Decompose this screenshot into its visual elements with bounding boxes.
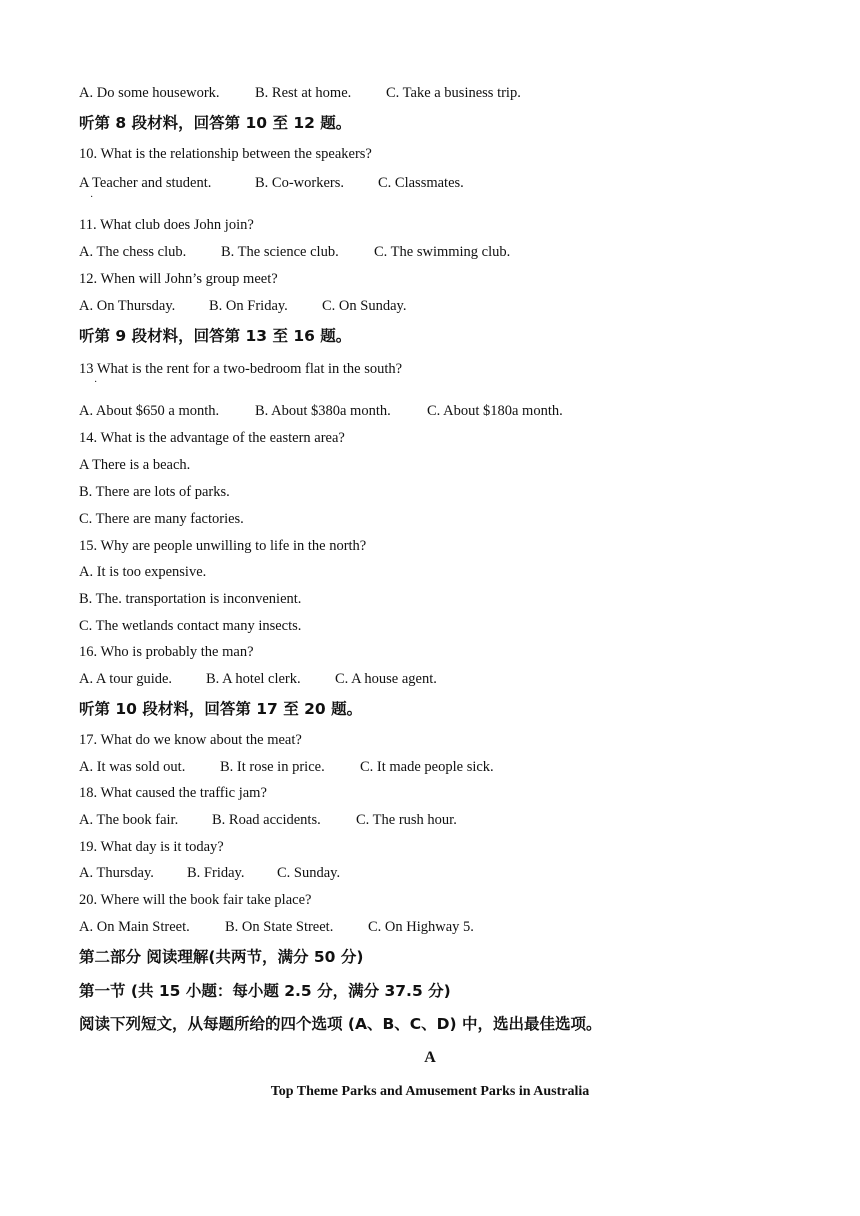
q19-option-b: B. Friday. — [187, 865, 245, 881]
q18-option-b: B. Road accidents. — [212, 812, 321, 828]
q18-option-a: A. The book fair. — [79, 812, 179, 828]
q14-question: 14. What is the advantage of the eastern area? — [79, 430, 345, 446]
q17-options — [79, 758, 494, 776]
q16-option-a: A. A tour guide. — [79, 671, 173, 687]
q17-option-b: B. It rose in price. — [220, 759, 325, 775]
q13-question: 13 What is the rent for a two-bedroom flat in the south? — [79, 361, 403, 377]
q19-options — [79, 864, 340, 882]
q12-option-a: A. On Thursday. — [79, 298, 176, 314]
section1-heading: 第一节 (共 15 小题：每小题 2.5 分，满分 37.5 分) — [79, 982, 451, 1000]
q20-option-b: B. On State Street. — [225, 919, 334, 935]
q16-option-c: C. A house agent. — [335, 671, 437, 687]
q14-option-a: A There is a beach. — [79, 457, 191, 473]
q12-question: 12. When will John’s group meet? — [79, 271, 278, 287]
q10-question: 10. What is the relationship between the speakers? — [79, 146, 372, 162]
q11-question: 11. What club does John join? — [79, 217, 254, 233]
q19-option-c: C. Sunday. — [277, 865, 341, 881]
q9-options — [79, 84, 521, 102]
q19-question: 19. What day is it today? — [79, 839, 224, 855]
q14-option-c: C. There are many factories. — [79, 511, 244, 527]
q12-option-b: B. On Friday. — [209, 298, 288, 314]
q15-option-a: A. It is too expensive. — [79, 564, 207, 580]
q10-option-c: C. Classmates. — [378, 175, 464, 191]
q12-options — [79, 297, 406, 315]
q11-option-c: C. The swimming club. — [374, 244, 511, 260]
q13-options — [79, 402, 563, 420]
part2-heading: 第二部分 阅读理解(共两节，满分 50 分) — [79, 948, 364, 966]
q12-option-c: C. On Sunday. — [322, 298, 407, 314]
section8-heading: 听第 8 段材料，回答第 10 至 12 题。 — [79, 114, 352, 132]
q10-option-b: B. Co-workers. — [255, 175, 345, 191]
q20-options — [79, 918, 474, 936]
q14-option-b: B. There are lots of parks. — [79, 484, 230, 500]
q18-options — [79, 811, 457, 829]
q20-option-a: A. On Main Street. — [79, 919, 190, 935]
q18-question: 18. What caused the traffic jam? — [79, 785, 267, 801]
q16-question: 16. Who is probably the man? — [79, 644, 254, 660]
q11-option-b: B. The science club. — [221, 244, 339, 260]
q17-option-a: A. It was sold out. — [79, 759, 186, 775]
q10-option-a: A Teacher and student. — [79, 175, 212, 191]
section10-heading: 听第 10 段材料，回答第 17 至 20 题。 — [79, 700, 363, 718]
reading-instruction: 阅读下列短文，从每题所给的四个选项 (A、B、C、D) 中，选出最佳选项。 — [79, 1015, 602, 1033]
q11-options — [79, 243, 510, 261]
q9-option-a: A. Do some housework. — [79, 85, 220, 101]
q20-question: 20. Where will the book fair take place? — [79, 892, 312, 908]
q9-option-c: C. Take a business trip. — [386, 85, 521, 101]
q11-option-a: A. The chess club. — [79, 244, 187, 260]
dot-mark: · — [90, 192, 94, 203]
q10-options — [79, 174, 464, 192]
dot-mark: · — [94, 377, 98, 388]
q15-option-b: B. The. transportation is inconvenient. — [79, 591, 302, 607]
q15-option-c: C. The wetlands contact many insects. — [79, 618, 302, 634]
passage-letter: A — [424, 1049, 436, 1066]
q17-question: 17. What do we know about the meat? — [79, 732, 302, 748]
q13-option-b: B. About $380a month. — [255, 403, 391, 419]
passage-title: Top Theme Parks and Amusement Parks in Australia — [270, 1084, 590, 1099]
q13-option-a: A. About $650 a month. — [79, 403, 220, 419]
q16-options — [79, 670, 437, 688]
q17-option-c: C. It made people sick. — [360, 759, 494, 775]
section9-heading: 听第 9 段材料，回答第 13 至 16 题。 — [79, 327, 352, 345]
q9-option-b: B. Rest at home. — [255, 85, 352, 101]
q20-option-c: C. On Highway 5. — [368, 919, 474, 935]
q19-option-a: A. Thursday. — [79, 865, 154, 881]
q13-option-c: C. About $180a month. — [427, 403, 563, 419]
q16-option-b: B. A hotel clerk. — [206, 671, 301, 687]
q18-option-c: C. The rush hour. — [356, 812, 457, 828]
q15-question: 15. Why are people unwilling to life in the north? — [79, 538, 367, 554]
